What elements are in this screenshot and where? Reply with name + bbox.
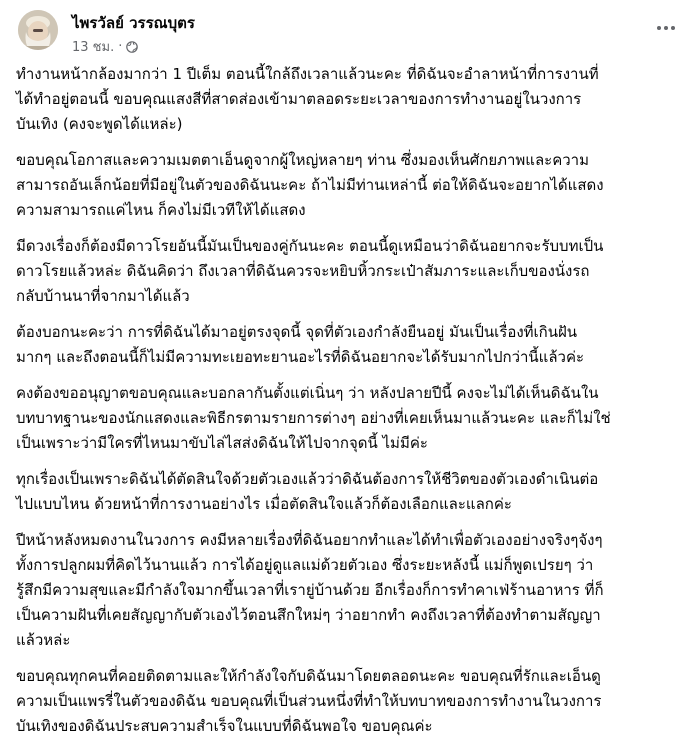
- post-paragraph: [16, 381, 686, 456]
- globe-icon[interactable]: [126, 41, 138, 53]
- more-options-button[interactable]: [652, 18, 680, 38]
- text-line: สามารถอันเล็กน้อยที่มีอยู่ในตัวของดิฉันนะคะ ถ้าไม่มีท่านเหล่านี้ ต่อให้ดิฉันจะอยากได้แสดง: [16, 176, 604, 194]
- post-text: [16, 62, 686, 750]
- text-line: ต้องบอกนะคะว่า การที่ดิฉันได้มาอยู่ตรงจุดนี้ จุดที่ตัวเองกำลังยืนอยู่ มันเป็นเรื่องที่เกินฝัน: [16, 323, 578, 341]
- text-line: ไปแบบไหน ด้วยหน้าที่การงานอย่างไร เมื่อตัดสินใจแล้วก็ต้องเลือกและแลกค่ะ: [16, 495, 512, 513]
- post-timestamp[interactable]: 13 ชม.: [72, 40, 115, 55]
- text-line: บทบาทฐานะของนักแสดงและพิธีกรตามรายการต่างๆ อย่างที่เคยเห็นมาแล้วนะคะ และก็ไม่ใช่: [16, 409, 611, 427]
- text-line: ดาวโรยแล้วหล่ะ ดิฉันคิดว่า ถึงเวลาที่ดิฉันควรจะหยิบหิ้วกระเป๋าสัมภาระและเก็บของนั่งรถ: [16, 262, 590, 280]
- text-line: มีดวงเรื่องก็ต้องมีดาวโรยอันนี้มันเป็นของคู่กันนะคะ ตอนนี้ดูเหมือนว่าดิฉันอยากจะรับบทเป็น: [16, 237, 604, 255]
- post-paragraph: [16, 148, 686, 223]
- post-paragraph: [16, 467, 686, 517]
- author-avatar[interactable]: [18, 10, 58, 50]
- author-name[interactable]: ไพรวัลย์ วรรณบุตร: [72, 14, 195, 32]
- meta-separator: ·: [118, 39, 123, 54]
- more-horizontal-icon: [657, 26, 661, 30]
- post-paragraph: [16, 62, 686, 137]
- text-line: คงต้องขออนุญาตขอบคุณและบอกลากันตั้งแต่เนิ่นๆ ว่า หลังปลายปีนี้ คงจะไม่ได้เห็นดิฉันใน: [16, 384, 599, 402]
- text-line: ทำงานหน้ากล้องมากว่า 1 ปีเต็ม ตอนนี้ใกล้ถึงเวลาแล้วนะคะ ที่ดิฉันจะอำลาหน้าที่การงานที่: [16, 65, 599, 83]
- text-line: บันเทิง (คงจะพูดได้แหล่ะ): [16, 115, 183, 133]
- text-line: แล้วหล่ะ: [16, 631, 71, 649]
- post-paragraph: [16, 234, 686, 309]
- text-line: มากๆ และถึงตอนนี้ก็ไม่มีความทะเยอทะยานอะไรที่ดิฉันอยากจะได้รับมากไปกว่านี้แล้วค่ะ: [16, 348, 585, 366]
- post-meta: [72, 36, 138, 57]
- text-line: ได้ทำอยู่ตอนนี้ ขอบคุณแสงสีที่สาดส่องเข้ามาตลอดระยะเวลาของการทำงานอยู่ในวงการ: [16, 90, 582, 108]
- text-line: บันเทิงของดิฉันประสบความสำเร็จในแบบที่ดิฉันพอใจ ขอบคุณค่ะ: [16, 717, 433, 735]
- text-line: ปีหน้าหลังหมดงานในวงการ คงมีหลายเรื่องที่ดิฉันอยากทำและได้ทำเพื่อตัวเองอย่างจริงๆจังๆ: [16, 531, 603, 549]
- post-paragraph: [16, 664, 686, 739]
- post-paragraph: [16, 320, 686, 370]
- text-line: ขอบคุณทุกคนที่คอยติดตามและให้กำลังใจกับดิฉันมาโดยตลอดนะคะ ขอบคุณที่รักและเอ็นดู: [16, 667, 601, 685]
- text-line: เป็นเพราะว่ามีใครที่ไหนมาขับไล่ไสส่งดิฉันให้ไปจากจุดนี้ ไม่มีค่ะ: [16, 434, 428, 452]
- text-line: ความเป็นแพรรี่ในตัวของดิฉัน ขอบคุณที่เป็นส่วนหนึ่งที่ทำให้บทบาทของการทำงานในวงการ: [16, 692, 602, 710]
- text-line: ทั้งการปลูกผมที่คิดไว้นานแล้ว การได้อยู่ดูแลแม่ด้วยตัวเอง ซึ่งระยะหลังนี้ แม่ก็พูดเปรยๆ ว่า: [16, 556, 594, 574]
- text-line: ความสามารถแค่ไหน ก็คงไม่มีเวทีให้ได้แสดง: [16, 201, 306, 219]
- text-line: ขอบคุณโอกาสและความเมตตาเอ็นดูจากผู้ใหญ่หลายๆ ท่าน ซึ่งมองเห็นศักยภาพและความ: [16, 151, 589, 169]
- text-line: ทุกเรื่องเป็นเพราะดิฉันได้ตัดสินใจด้วยตัวเองแล้วว่าดิฉันต้องการให้ชีวิตของตัวเองดำเนินต่อ: [16, 470, 599, 488]
- text-line: กลับบ้านนาที่จากมาได้แล้ว: [16, 287, 190, 305]
- text-line: รู้สึกมีความสุขและมีกำลังใจมากขึ้นเวลาที่เรายู่บ้านด้วย อีกเรื่องก็การทำคาเฟ่ร้านอาหาร ที่ก็: [16, 581, 604, 599]
- text-line: เป็นความฝันที่เคยสัญญากับตัวเองไว้ตอนสึกใหม่ๆ ว่าอยากทำ คงถึงเวลาที่ต้องทำตามสัญญา: [16, 606, 601, 624]
- avatar-image: [18, 10, 58, 50]
- post-paragraph: [16, 528, 686, 653]
